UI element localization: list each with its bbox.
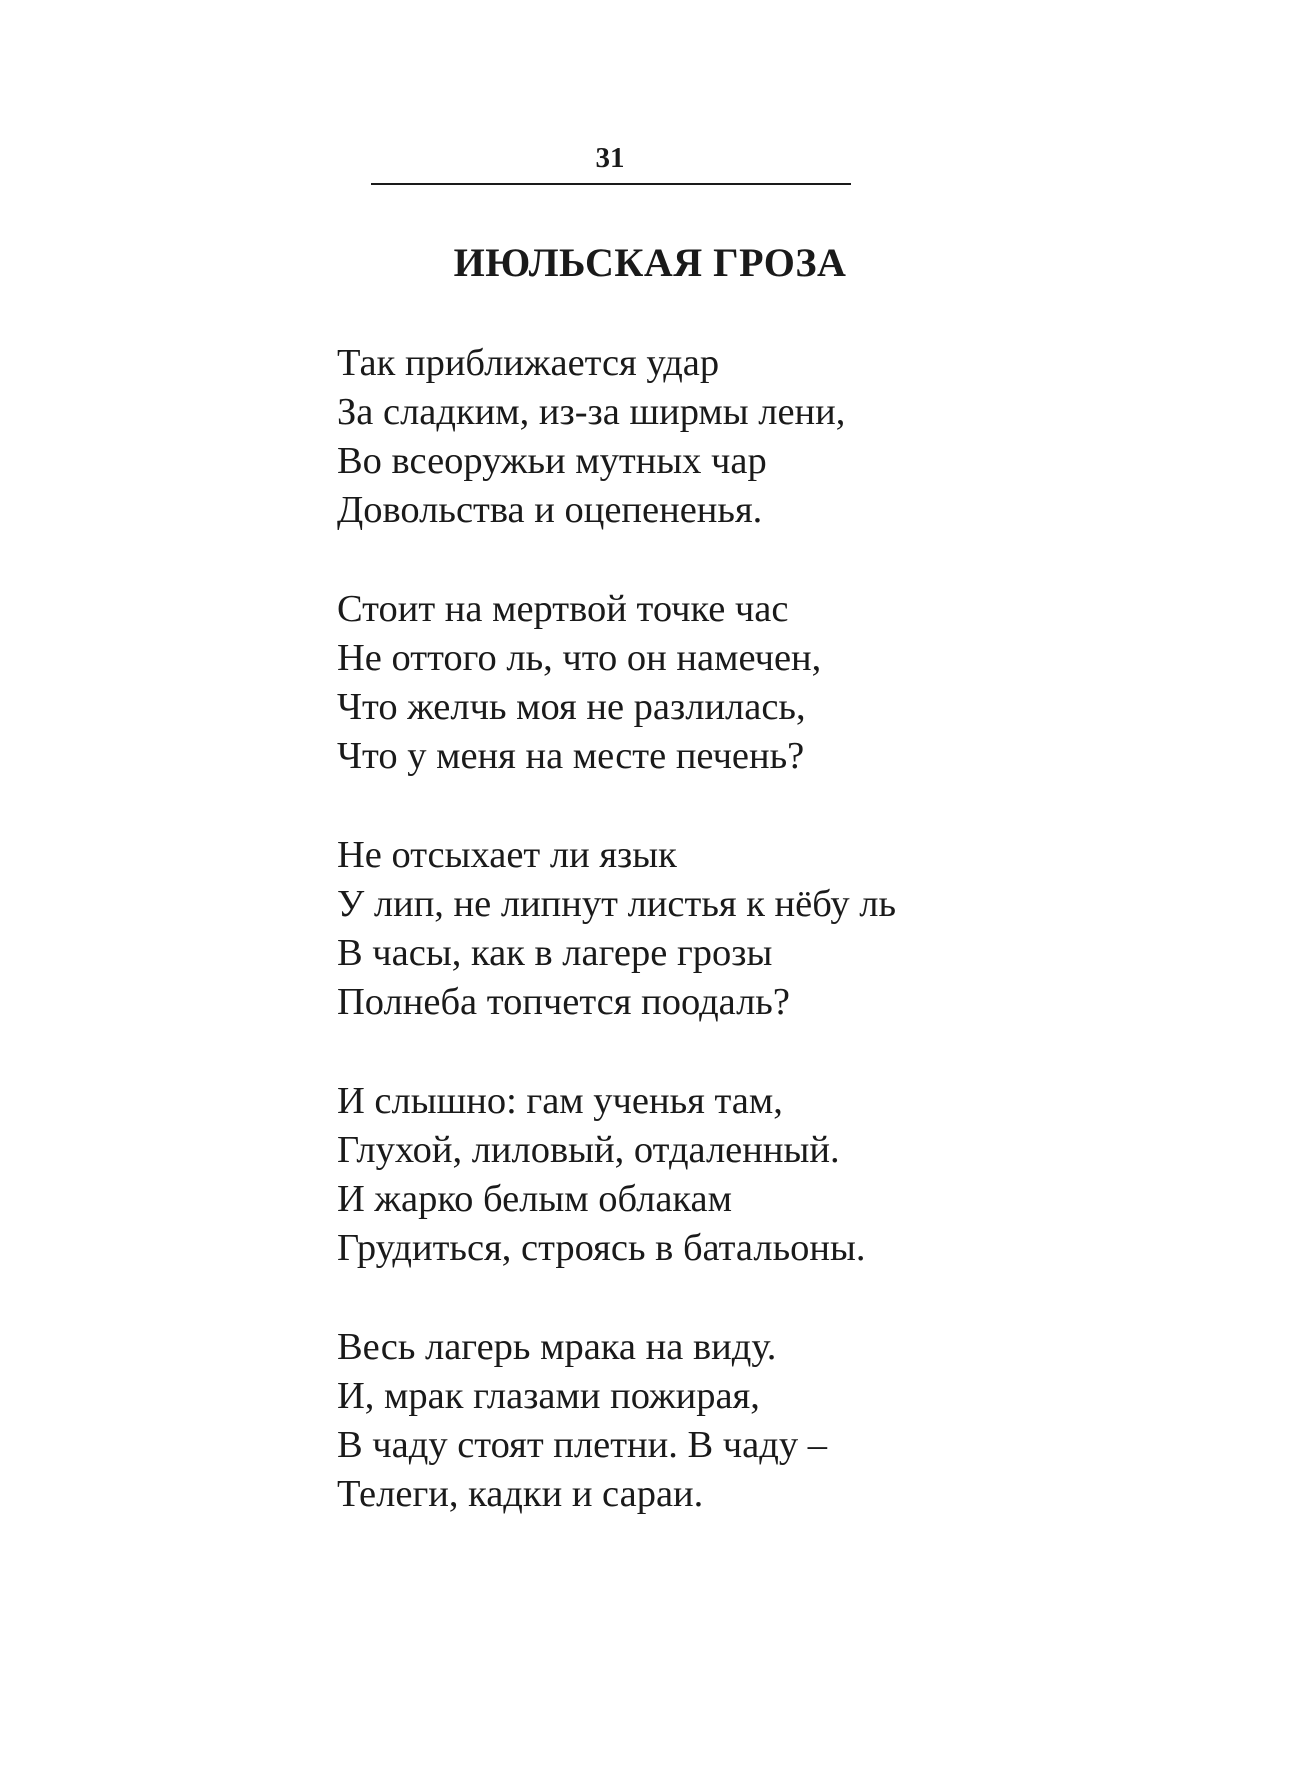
poem-line: И слышно: гам ученья там, <box>337 1080 783 1122</box>
stanza-4 <box>337 1077 1097 1273</box>
poem-line: Глухой, лиловый, отдаленный. <box>337 1129 840 1171</box>
header-rule <box>371 183 851 185</box>
poem-line: Полнеба топчется поодаль? <box>337 981 790 1023</box>
poem-line: Так приближается удар <box>337 342 720 384</box>
poem-line: Во всеоружьи мутных чар <box>337 440 767 482</box>
poem-title: ИЮЛЬСКАЯ ГРОЗА <box>453 240 847 285</box>
poem-line: В часы, как в лагере грозы <box>337 932 773 974</box>
stanza-5 <box>337 1323 1097 1519</box>
poem-line: В чаду стоят плетни. В чаду – <box>337 1424 827 1466</box>
poem-line: Довольства и оцепененья. <box>337 489 763 531</box>
poem-line: У лип, не липнут листья к нёбу ль <box>337 883 897 925</box>
poem-line: Не отсыхает ли язык <box>337 834 677 876</box>
poem-line: И, мрак глазами пожирая, <box>337 1375 760 1417</box>
poem-line: Что желчь моя не разлилась, <box>337 686 806 728</box>
poem-line: Стоит на мертвой точке час <box>337 588 789 630</box>
poem-line: Что у меня на месте печень? <box>337 735 805 777</box>
poem-line: Весь лагерь мрака на виду. <box>337 1326 777 1368</box>
stanza-3 <box>337 831 1097 1027</box>
poem-body <box>337 339 1097 1569</box>
poem-line: Грудиться, строясь в батальоны. <box>337 1227 866 1269</box>
page-number: 31 <box>595 142 625 174</box>
poem-line: Не оттого ль, что он намечен, <box>337 637 822 679</box>
poem-line: И жарко белым облакам <box>337 1178 732 1220</box>
stanza-1 <box>337 339 1097 535</box>
poem-line: За сладким, из-за ширмы лени, <box>337 391 846 433</box>
poem-line: Телеги, кадки и сараи. <box>337 1473 704 1515</box>
stanza-2 <box>337 585 1097 781</box>
